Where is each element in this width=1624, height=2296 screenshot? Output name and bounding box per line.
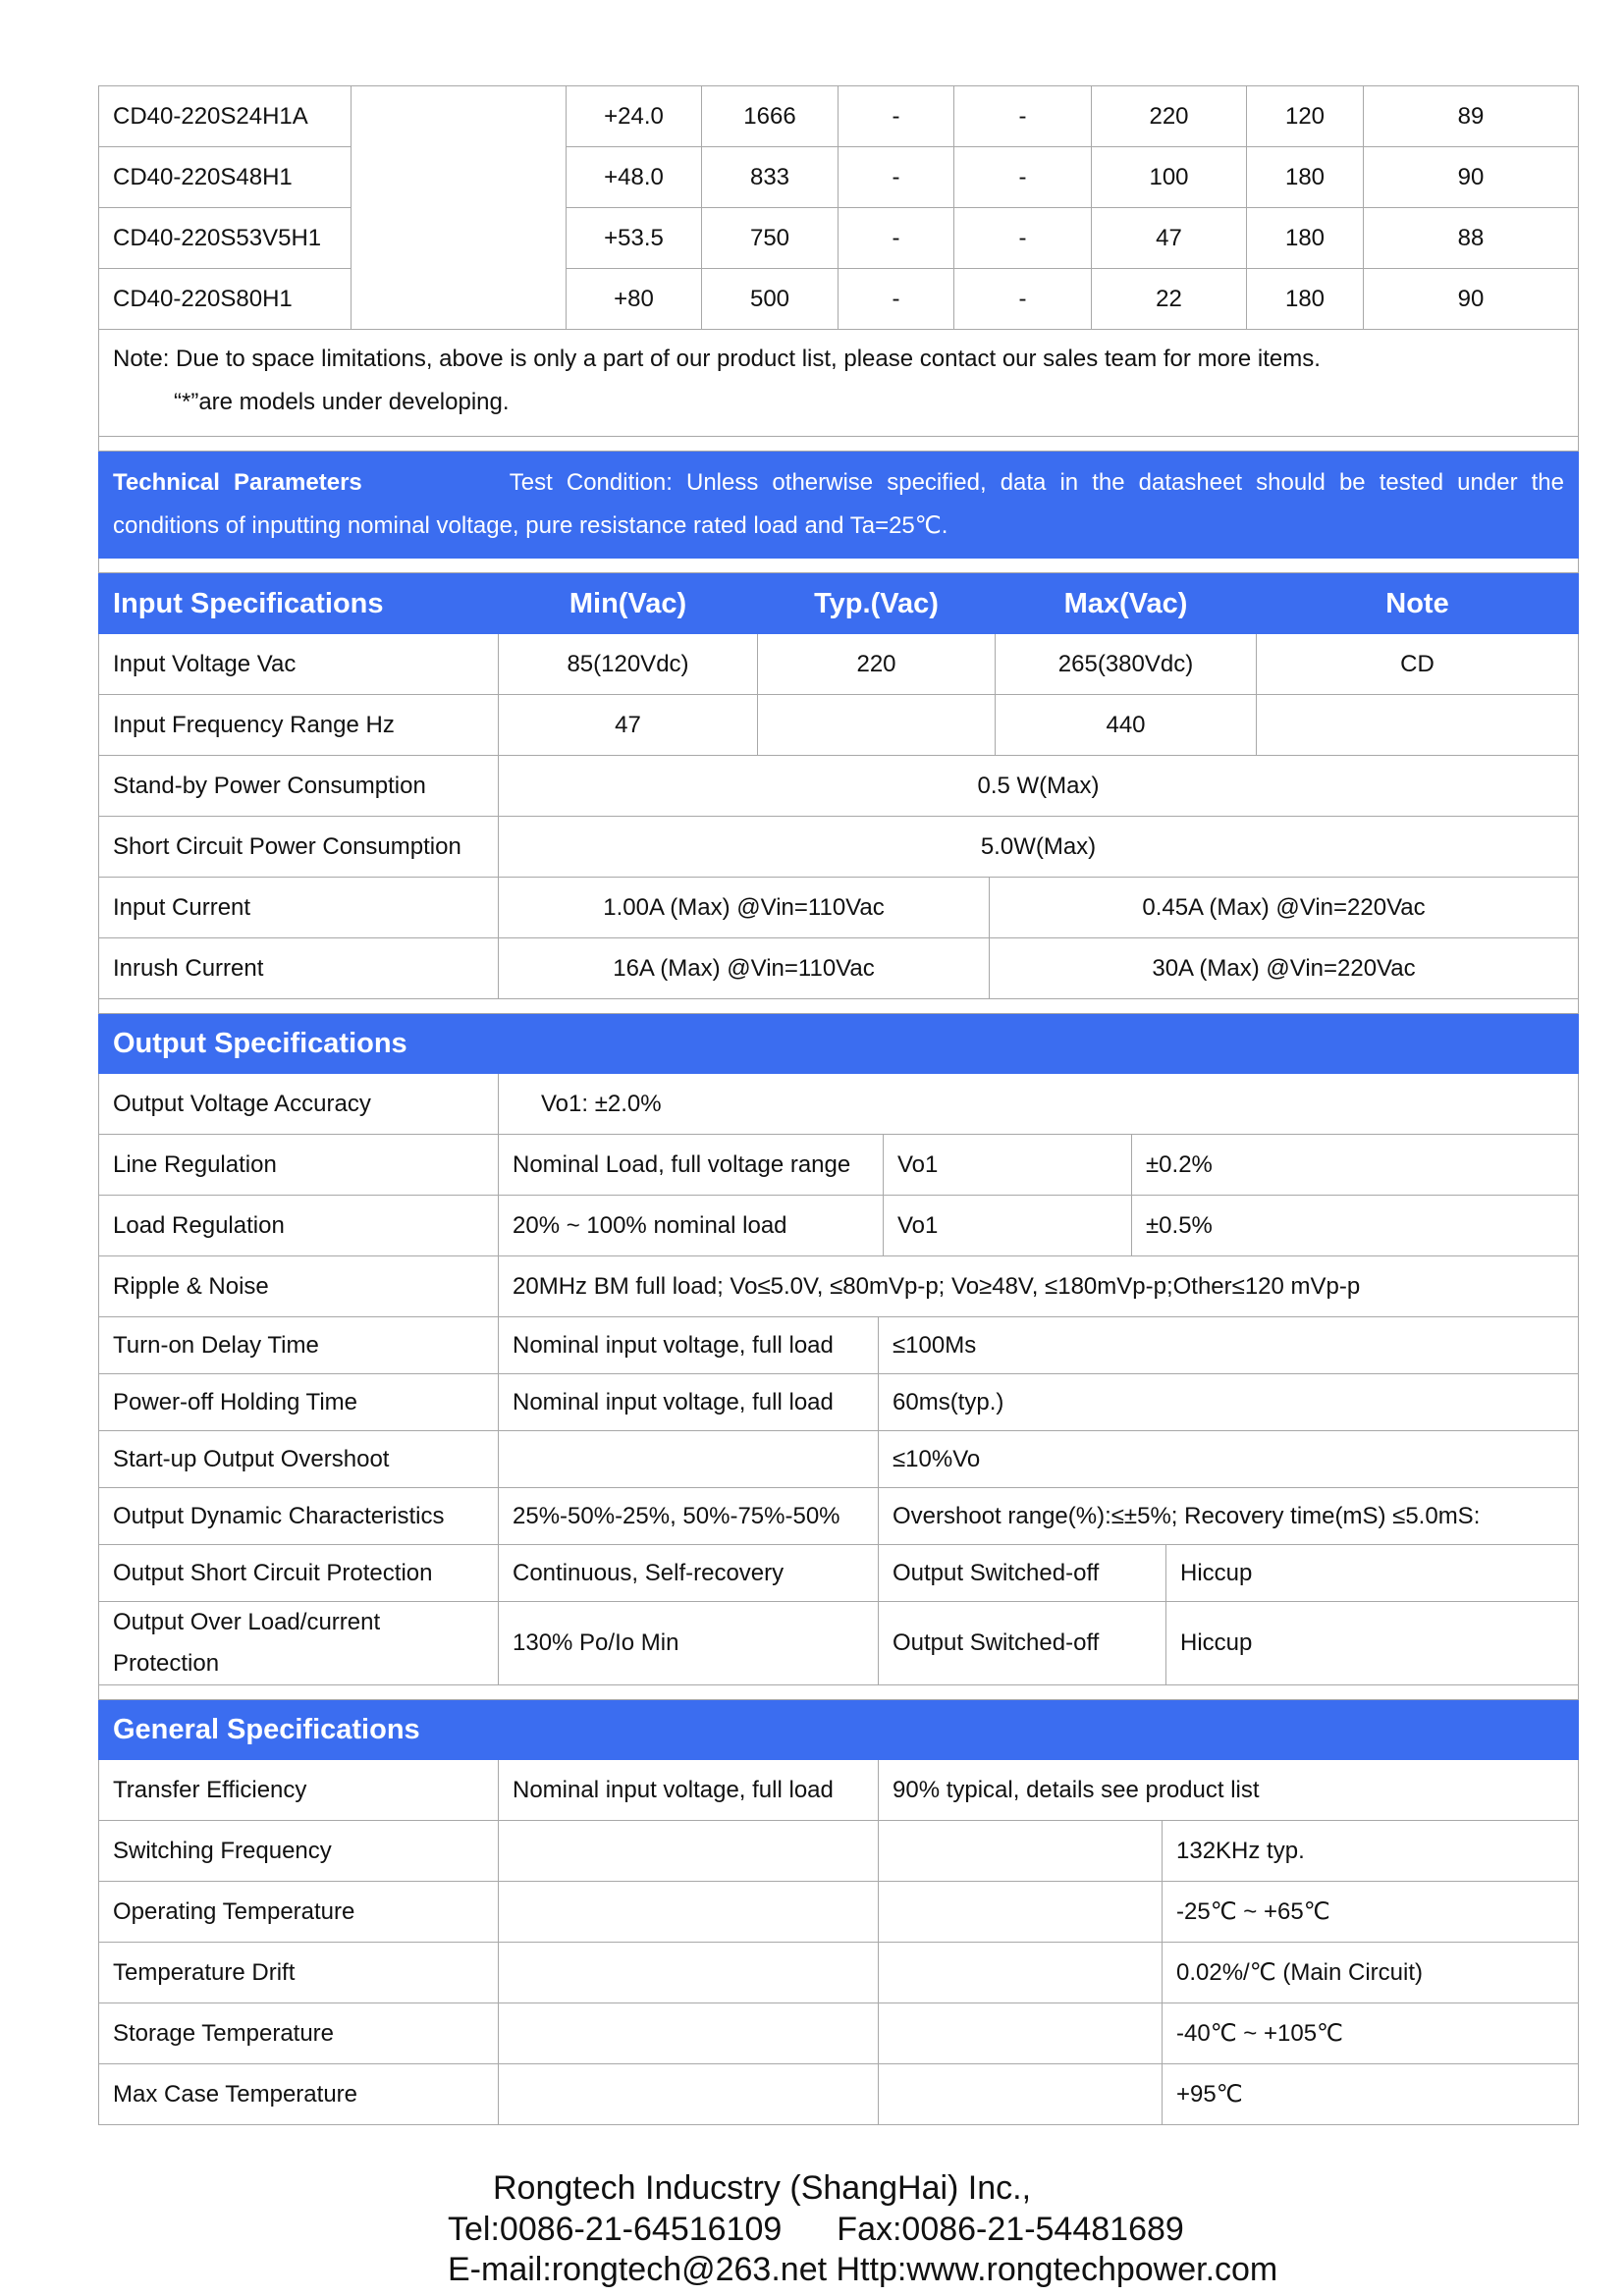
max-value: 265(380Vdc): [996, 634, 1257, 695]
spacer-cell: [99, 559, 1579, 573]
iout-cell: 833: [702, 147, 839, 208]
empty-cell: [879, 1943, 1163, 2003]
input-spec-table: [98, 573, 1579, 878]
footer-company: Rongtech Inducstry (ShangHai) Inc.,: [493, 2169, 1032, 2207]
product-row: [99, 208, 1579, 269]
mode-value: Output Switched-off: [879, 1545, 1166, 1602]
ripple-noise-row: [99, 1256, 1579, 1317]
max-header: Max(Vac): [996, 574, 1257, 634]
row-label: Operating Temperature: [99, 1882, 499, 1943]
inrush-220-value: 30A (Max) @Vin=220Vac: [990, 938, 1579, 999]
vout-cell: +24.0: [567, 86, 702, 147]
switching-frequency-row: [99, 1821, 1579, 1882]
ripple-cell: 180: [1247, 208, 1364, 269]
row-label: Input Current: [99, 878, 499, 938]
vout-cell: +80: [567, 269, 702, 330]
typ-value: 220: [758, 634, 996, 695]
storage-temperature-value: -40℃ ~ +105℃: [1163, 2003, 1579, 2064]
note-cell: [99, 330, 1579, 437]
spacer-cell: [99, 999, 1579, 1014]
load-regulation-row: [99, 1196, 1579, 1256]
product-list-table: [98, 85, 1579, 573]
min-value: 47: [499, 695, 758, 756]
min-header: Min(Vac): [499, 574, 758, 634]
holding-time-row: [99, 1374, 1579, 1431]
tech-params-bar: [99, 452, 1579, 559]
temperature-drift-row: [99, 1943, 1579, 2003]
inrush-110-value: 16A (Max) @Vin=110Vac: [499, 938, 990, 999]
note-row: [99, 330, 1579, 437]
channel-value: Vo1: [884, 1196, 1132, 1256]
dash-cell: -: [954, 269, 1092, 330]
overshoot-value: ≤10%Vo: [879, 1431, 1579, 1488]
note-text: Note: Due to space limitations, above is only a part of our product list, please contact our sales team for more items.: [113, 346, 1321, 372]
operating-temperature-value: -25℃ ~ +65℃: [1163, 1882, 1579, 1943]
empty-cell: [499, 1943, 879, 2003]
row-label: Short Circuit Power Consumption: [99, 817, 499, 878]
input-frequency-row: [99, 695, 1579, 756]
overload-protection-row: [99, 1602, 1579, 1685]
datasheet-page: [98, 85, 1578, 2125]
dash-cell: -: [839, 86, 954, 147]
drift-value: 0.02%/℃ (Main Circuit): [1163, 1943, 1579, 2003]
current-220-value: 0.45A (Max) @Vin=220Vac: [990, 878, 1579, 938]
footer-fax: Fax:0086-21-54481689: [837, 2211, 1184, 2248]
input-current-table: [98, 878, 1579, 1074]
spacer-row: [99, 437, 1579, 452]
storage-temperature-row: [99, 2003, 1579, 2064]
short-protection-row: [99, 1545, 1579, 1602]
note-value: [1257, 695, 1579, 756]
typ-value: [758, 695, 996, 756]
spacer-cell: [99, 437, 1579, 452]
tech-params-row: [99, 452, 1579, 559]
output-protection-table: [98, 1317, 1579, 1760]
footer-phone-line: [0, 2211, 1624, 2249]
case-temperature-row: [99, 2064, 1579, 2125]
regulation-value: ±0.2%: [1132, 1135, 1579, 1196]
empty-cell: [499, 2064, 879, 2125]
footer-tel: Tel:0086-21-64516109: [448, 2211, 783, 2248]
row-label: Output Over Load/current Protection: [99, 1602, 499, 1685]
condition-value: Nominal input voltage, full load: [499, 1760, 879, 1821]
overshoot-row: [99, 1431, 1579, 1488]
channel-value: Vo1: [884, 1135, 1132, 1196]
product-row: [99, 86, 1579, 147]
empty-cell: [499, 1882, 879, 1943]
output-spec-table: [98, 1074, 1579, 1317]
tech-params-text: Test Condition: Unless otherwise specified, data in the datasheet should be tested under the conditions of inputting nominal voltage, pure resistance rated load and Ta=25℃.: [113, 469, 1564, 539]
empty-cell: [499, 1821, 879, 1882]
spacer-row: [99, 999, 1579, 1014]
row-label: Max Case Temperature: [99, 2064, 499, 2125]
tech-params-title: Technical Parameters: [113, 469, 362, 496]
note-header: Note: [1257, 574, 1579, 634]
ripple-value: 20MHz BM full load; Vo≤5.0V, ≤80mVp-p; Vo≥48V, ≤180mVp-p;Other≤120 mVp-p: [499, 1256, 1579, 1317]
cap-cell: 100: [1092, 147, 1247, 208]
min-value: 85(120Vdc): [499, 634, 758, 695]
row-label: Output Voltage Accuracy: [99, 1074, 499, 1135]
input-spec-title: Input Specifications: [99, 574, 499, 634]
general-title-row: [99, 1700, 1579, 1760]
mode-value: Output Switched-off: [879, 1602, 1166, 1685]
model-cell: CD40-220S24H1A: [99, 86, 352, 147]
row-label: Switching Frequency: [99, 1821, 499, 1882]
efficiency-value: 90% typical, details see product list: [879, 1760, 1579, 1821]
iout-cell: 1666: [702, 86, 839, 147]
typ-header: Typ.(Vac): [758, 574, 996, 634]
row-label: Line Regulation: [99, 1135, 499, 1196]
general-spec-table: [98, 1760, 1579, 2125]
model-cell: CD40-220S48H1: [99, 147, 352, 208]
condition-value: Continuous, Self-recovery: [499, 1545, 879, 1602]
product-row: [99, 269, 1579, 330]
empty-cell: [499, 2003, 879, 2064]
condition-value: Nominal Load, full voltage range: [499, 1135, 884, 1196]
turnon-value: ≤100Ms: [879, 1317, 1579, 1374]
input-header-row: [99, 574, 1579, 634]
footer-contact: E-mail:rongtech@263.net Http:www.rongtechpower.com: [448, 2251, 1278, 2288]
eff-cell: 90: [1364, 147, 1579, 208]
row-label: Input Frequency Range Hz: [99, 695, 499, 756]
row-label: Temperature Drift: [99, 1943, 499, 2003]
output-spec-title: Output Specifications: [99, 1014, 1579, 1074]
row-label: Turn-on Delay Time: [99, 1317, 499, 1374]
row-label: Ripple & Noise: [99, 1256, 499, 1317]
model-cell: CD40-220S80H1: [99, 269, 352, 330]
efficiency-row: [99, 1760, 1579, 1821]
condition-value: 25%-50%-25%, 50%-75%-50%: [499, 1488, 879, 1545]
dash-cell: -: [839, 147, 954, 208]
iout-cell: 500: [702, 269, 839, 330]
general-spec-title: General Specifications: [99, 1700, 1579, 1760]
product-row: [99, 147, 1579, 208]
short-circuit-power-value: 5.0W(Max): [499, 817, 1579, 878]
input-current-row: [99, 878, 1579, 938]
spacer-cell: [99, 1685, 1579, 1700]
ripple-cell: 180: [1247, 147, 1364, 208]
dash-cell: -: [954, 208, 1092, 269]
spacer-row: [99, 559, 1579, 573]
output-title-row: [99, 1014, 1579, 1074]
condition-value: [499, 1431, 879, 1488]
case-temperature-value: +95℃: [1163, 2064, 1579, 2125]
dash-cell: -: [839, 208, 954, 269]
empty-cell: [879, 1882, 1163, 1943]
eff-cell: 90: [1364, 269, 1579, 330]
cap-cell: 220: [1092, 86, 1247, 147]
iout-cell: 750: [702, 208, 839, 269]
cap-cell: 22: [1092, 269, 1247, 330]
condition-value: Nominal input voltage, full load: [499, 1374, 879, 1431]
standby-row: [99, 756, 1579, 817]
line-regulation-row: [99, 1135, 1579, 1196]
row-label: Inrush Current: [99, 938, 499, 999]
row-label: Start-up Output Overshoot: [99, 1431, 499, 1488]
current-110-value: 1.00A (Max) @Vin=110Vac: [499, 878, 990, 938]
row-label: Stand-by Power Consumption: [99, 756, 499, 817]
eff-cell: 89: [1364, 86, 1579, 147]
cap-cell: 47: [1092, 208, 1247, 269]
dash-cell: -: [839, 269, 954, 330]
row-label: Output Dynamic Characteristics: [99, 1488, 499, 1545]
protection-value: Hiccup: [1166, 1545, 1579, 1602]
accuracy-row: [99, 1074, 1579, 1135]
switching-value: 132KHz typ.: [1163, 1821, 1579, 1882]
empty-cell: [879, 2064, 1163, 2125]
ripple-cell: 180: [1247, 269, 1364, 330]
row-label: Load Regulation: [99, 1196, 499, 1256]
dash-cell: -: [954, 86, 1092, 147]
spacer-row: [99, 1685, 1579, 1700]
short-circuit-power-row: [99, 817, 1579, 878]
empty-cell: [879, 2003, 1163, 2064]
condition-value: Nominal input voltage, full load: [499, 1317, 879, 1374]
empty-cell: [879, 1821, 1163, 1882]
vout-cell: +48.0: [567, 147, 702, 208]
input-voltage-row: [99, 634, 1579, 695]
note-developing: “*”are models under developing.: [174, 389, 510, 415]
holding-value: 60ms(typ.): [879, 1374, 1579, 1431]
row-label: Transfer Efficiency: [99, 1760, 499, 1821]
turnon-delay-row: [99, 1317, 1579, 1374]
row-label: Output Short Circuit Protection: [99, 1545, 499, 1602]
standby-value: 0.5 W(Max): [499, 756, 1579, 817]
condition-value: 20% ~ 100% nominal load: [499, 1196, 884, 1256]
input-range-cell: [352, 86, 567, 330]
model-cell: CD40-220S53V5H1: [99, 208, 352, 269]
row-label: Storage Temperature: [99, 2003, 499, 2064]
inrush-current-row: [99, 938, 1579, 999]
row-label: Power-off Holding Time: [99, 1374, 499, 1431]
eff-cell: 88: [1364, 208, 1579, 269]
accuracy-value: Vo1: ±2.0%: [499, 1074, 1579, 1135]
max-value: 440: [996, 695, 1257, 756]
vout-cell: +53.5: [567, 208, 702, 269]
ripple-cell: 120: [1247, 86, 1364, 147]
note-value: CD: [1257, 634, 1579, 695]
dynamic-row: [99, 1488, 1579, 1545]
dash-cell: -: [954, 147, 1092, 208]
protection-value: Hiccup: [1166, 1602, 1579, 1685]
dynamic-value: Overshoot range(%):≤±5%; Recovery time(mS) ≤5.0mS:: [879, 1488, 1579, 1545]
regulation-value: ±0.5%: [1132, 1196, 1579, 1256]
operating-temperature-row: [99, 1882, 1579, 1943]
condition-value: 130% Po/Io Min: [499, 1602, 879, 1685]
row-label: Input Voltage Vac: [99, 634, 499, 695]
